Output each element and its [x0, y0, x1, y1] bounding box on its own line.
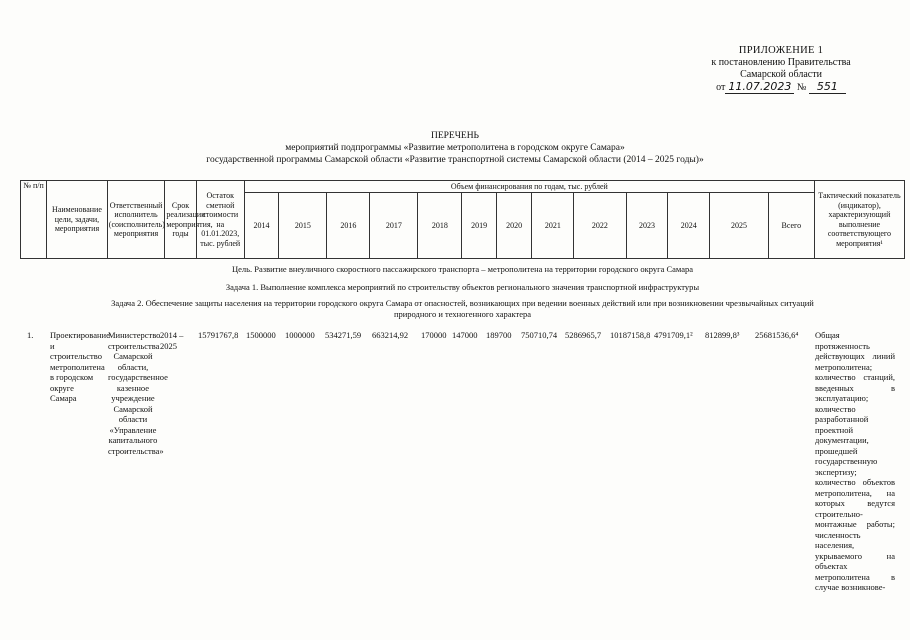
row-value-2016: 534271,59: [325, 330, 362, 340]
appendix-line2: к постановлению Правительства: [711, 57, 851, 68]
task2-line: [20, 298, 905, 320]
row-value-2022: 5286965,7: [565, 330, 602, 340]
appendix-date-line: [696, 81, 866, 94]
header-year: 2017: [370, 193, 418, 259]
header-year: 2018: [418, 193, 462, 259]
header-financing: Объем финансирования по годам, тыс. рублей: [244, 181, 814, 193]
title-line3: государственной программы Самарской области «Развитие транспортной системы Самарской области (2014 – 2025 годы)»: [206, 155, 704, 165]
handwritten-number: 551: [809, 80, 846, 94]
row-balance: 15791767,8: [198, 330, 239, 340]
header-total: Всего: [768, 193, 814, 259]
row-value-2023: 10187158,8: [610, 330, 651, 340]
document-title: [0, 130, 910, 166]
header-name: Наименование цели, задачи, мероприятия: [47, 181, 108, 259]
handwritten-date: 11.07.2023: [725, 80, 794, 94]
title-line2: мероприятий подпрограммы «Развитие метрополитена в городском округе Самара»: [285, 143, 625, 153]
header-year: 2025: [710, 193, 769, 259]
financing-table-header: [20, 180, 905, 259]
goal-line: Цель. Развитие внеуличного скоростного пассажирского транспорта – метрополитена на территории городского округа Самара: [231, 264, 694, 274]
row-total: 25681536,6⁴: [755, 330, 799, 340]
header-year: 2020: [496, 193, 532, 259]
row-value-2025: 812899,8³: [705, 330, 740, 340]
task2-line1: Задача 2. Обеспечение защиты населения на территории городского округа Самара от опасностей, возникающих при ведении военных действий или при возникновении чрезвычайных ситуаций: [111, 298, 814, 308]
row-name: Проектирование и строительство метрополитена в городском округе Самара: [50, 330, 110, 403]
header-year: 2019: [462, 193, 497, 259]
row-value-2015: 1000000: [285, 330, 315, 340]
row-value-2014: 1500000: [246, 330, 276, 340]
appendix-block: [696, 45, 866, 94]
row-value-2024: 4791709,1²: [654, 330, 693, 340]
row-value-2020: 189700: [486, 330, 512, 340]
header-year: 2016: [327, 193, 370, 259]
title-line1: ПЕРЕЧЕНЬ: [430, 131, 480, 141]
header-year: 2023: [626, 193, 668, 259]
header-num: № п/п: [21, 181, 47, 259]
header-year: 2024: [668, 193, 710, 259]
date-prefix: от: [716, 82, 726, 93]
row-term: 2014 – 2025: [160, 330, 184, 351]
header-year: 2015: [279, 193, 327, 259]
row-executor: Министерство строительства Самарской области, государственное казенное учреждение Самарской области «Управление капитального строительства»: [108, 330, 168, 456]
appendix-title: ПРИЛОЖЕНИЕ 1: [738, 45, 824, 56]
task1-line: Задача 1. Выполнение комплекса мероприятий по строительству объектов регионального значения транспортной инфраструктуры: [225, 282, 700, 292]
appendix-line3: Самарской области: [740, 69, 822, 80]
header-indicator: Тактический показатель (индикатор), характеризующий выполнение соответствующего мероприятия¹: [814, 181, 904, 259]
header-term: Срок реализации мероприятия, годы: [165, 181, 196, 259]
header-year: 2022: [574, 193, 626, 259]
row-value-2019: 147000: [452, 330, 478, 340]
header-balance: Остаток сметной стоимости на 01.01.2023, тыс. рублей: [196, 181, 244, 259]
header-year: 2014: [244, 193, 279, 259]
row-indicator: Общая протяженность действующих линий метрополитена; количество станций, введенных в эксплуатацию; количество разработанной проектной документации, прошедшей государственную экспертизу; количество объектов метрополитена, на которых ведутся строительно-монтажные работы; численность населения, укрываемого на объектах метрополитена в случае возникнове-: [815, 330, 895, 592]
header-year: 2021: [532, 193, 574, 259]
row-num: 1.: [27, 330, 34, 340]
number-prefix: №: [796, 82, 807, 93]
row-value-2018: 170000: [421, 330, 447, 340]
row-value-2021: 750710,74: [521, 330, 558, 340]
task2-line2: природного и техногенного характера: [393, 309, 532, 319]
row-value-2017: 663214,92: [372, 330, 409, 340]
header-executor: Ответственный исполнитель (соисполнитель) мероприятия: [107, 181, 165, 259]
